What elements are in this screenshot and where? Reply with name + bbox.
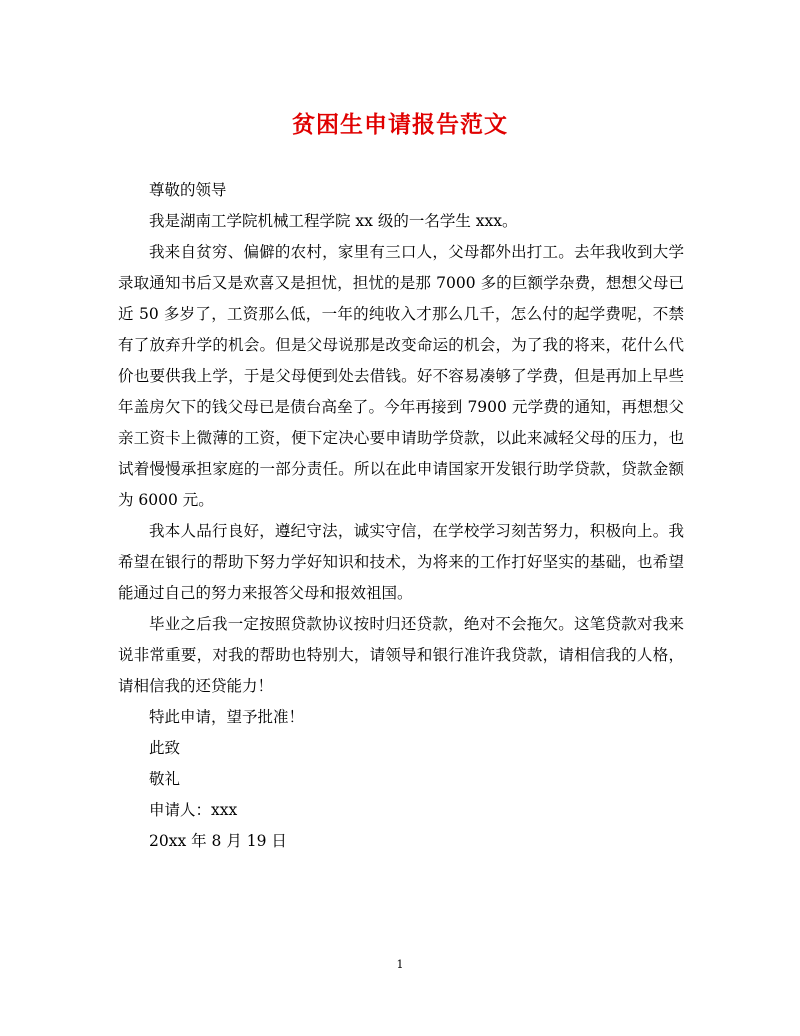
paragraph-introduction: 我是湖南工学院机械工程学院 xx 级的一名学生 xxx。 bbox=[149, 212, 518, 230]
date-line: 20xx 年 8 月 19 日 bbox=[149, 832, 287, 850]
applicant-line: 申请人：xxx bbox=[149, 801, 238, 819]
paragraph-family-background: 我来自贫穷、偏僻的农村，家里有三口人，父母都外出打工。去年我收到大学录取通知书后又是欢喜又是担忧，担忧的是那 7000 多的巨额学杂费，想想父母已近 50 多岁了，工资那么低，一年的纯收入才那么几千，怎么付的起学费呢，不禁有了放弃升学的机会。但是父母说那是改变命运的机会，为了我的将来，花什么代价也要供我上学，于是父母便到处去借钱。好不容易凑够了学费，但是再加上早些年盖房欠下的钱父母已是债台高垒了。今年再接到 7900 元学费的通知，再想想父亲工资卡上微薄的工资，便下定决心要申请助学贷款，以此来减轻父母的压力，也试着慢慢承担家庭的一部分责任。所以在此申请国家开发银行助学贷款，贷款金额为 6000 元。 bbox=[118, 243, 684, 509]
paragraph-request: 特此申请，望予批准！ bbox=[149, 708, 305, 726]
document-title: 贫困生申请报告范文 bbox=[292, 111, 508, 138]
closing-line-2: 敬礼 bbox=[149, 770, 181, 788]
closing-line-1: 此致 bbox=[149, 739, 181, 757]
paragraph-personal-character: 我本人品行良好，遵纪守法，诚实守信，在学校学习刻苦努力，积极向上。我希望在银行的帮助下努力学好知识和技术，为将来的工作打好坚实的基础，也希望能通过自己的努力来报答父母和报效祖国。 bbox=[118, 522, 684, 602]
document-body bbox=[118, 175, 684, 857]
page-number: 1 bbox=[396, 958, 404, 971]
paragraph-repayment-promise: 毕业之后我一定按照贷款协议按时归还贷款，绝对不会拖欠。这笔贷款对我来说非常重要，对我的帮助也特别大，请领导和银行准许我贷款，请相信我的人格，请相信我的还贷能力！ bbox=[118, 615, 684, 695]
salutation: 尊敬的领导 bbox=[149, 181, 227, 199]
